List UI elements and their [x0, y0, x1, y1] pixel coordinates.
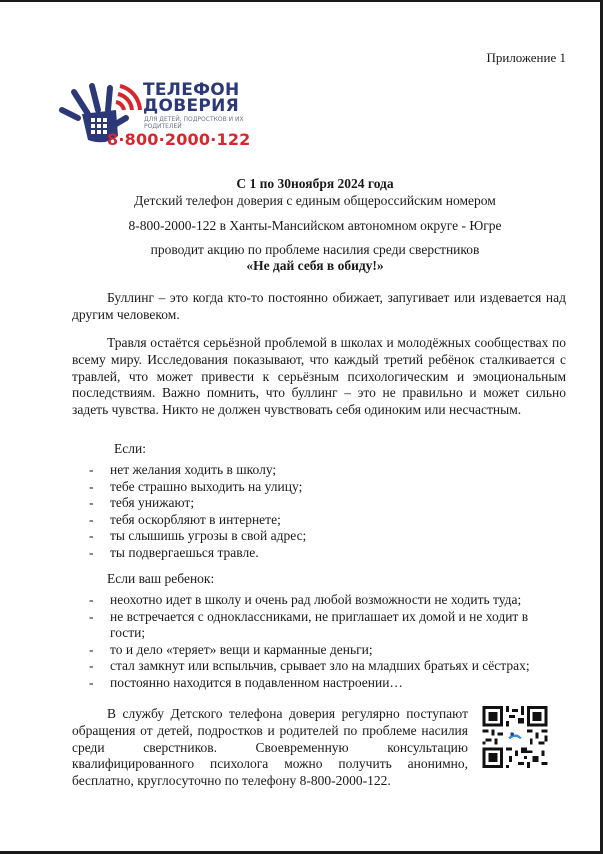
bullet-dash: -: [89, 641, 94, 657]
logo-phone-number: 8·800·2000·122: [107, 130, 251, 149]
list-item-text: постоянно находится в подавленном настроении…: [110, 674, 403, 690]
list-item-text: ты подвергаешься травле.: [110, 544, 259, 560]
bullet-dash: -: [89, 495, 94, 511]
logo-title-line2: ДОВЕРИЯ: [143, 96, 240, 116]
bullet-dash: -: [89, 478, 94, 494]
list-item: [72, 528, 562, 545]
list-item: [72, 609, 562, 642]
list-item-text: неохотно идет в школу и очень рад любой возможности не ходить туда;: [110, 592, 522, 607]
page-border-top: [0, 0, 603, 2]
bullying-problem-paragraph: Травля остаётся серьёзной проблемой в школах и молодёжных сообществах по всему миру. Исследования показывают, что каждый третий ребёнок сталкивается с травлей, что может привести к серьёзным психологическим и эмоциональным последствиям. Важно помнить, что буллинг – это не правильно и может сильно задеть чувства. Никто не должен чувствовать себя одиноким или несчастным.: [72, 335, 566, 418]
list-item-text: стал замкнут или вспыльчив, срывает зло на младших братьях и сёстрах;: [110, 658, 530, 674]
child-list-lead: Если ваш ребенок:: [107, 571, 215, 586]
list-item-text: тебе страшно выходить на улицу;: [110, 478, 303, 494]
list-item-text: ты слышишь угрозы в свой адрес;: [110, 528, 307, 544]
list-item: [72, 495, 562, 512]
bullet-dash: -: [89, 528, 94, 544]
if-list: [72, 462, 562, 562]
appendix-label: Приложение 1: [486, 50, 566, 65]
bullet-dash: -: [89, 592, 94, 607]
date-heading: С 1 по 30ноября 2024 года: [236, 176, 394, 191]
intro-line-3: проводит акцию по проблеме насилия среди сверстников: [150, 242, 480, 257]
bullet-dash: -: [89, 658, 94, 674]
intro-line-1: Детский телефон доверия с единым общероссийским номером: [134, 193, 496, 208]
bullet-dash: -: [89, 462, 94, 477]
list-item: [72, 479, 562, 496]
list-item: [72, 545, 562, 562]
campaign-title: «Не дай себя в обиду!»: [246, 258, 384, 273]
bullet-dash: -: [89, 544, 94, 560]
bullying-definition-paragraph: Буллинг – это когда кто-то постоянно обижает, запугивает или издевается над другим человеком.: [72, 290, 566, 322]
list-item: [72, 658, 562, 675]
list-item: [72, 512, 562, 529]
intro-line-2: 8-800-2000-122 в Ханты-Мансийском автономном округе - Югре: [128, 218, 502, 233]
list-item-text: не встречается с одноклассниками, не приглашает их домой и не ходит в гости;: [110, 608, 529, 641]
list-item-text: то и дело «теряет» вещи и карманные деньги;: [110, 641, 373, 657]
logo-subtitle: ДЛЯ ДЕТЕЙ, ПОДРОСТКОВ И ИХ РОДИТЕЛЕЙ: [144, 116, 244, 130]
list-item-text: тебя унижают;: [110, 495, 195, 511]
list-item: [72, 462, 562, 479]
list-item: [72, 642, 562, 659]
child-signs-list: [72, 592, 562, 692]
if-list-lead: Если:: [114, 441, 146, 456]
list-item: [72, 675, 562, 692]
closing-paragraph: В службу Детского телефона доверия регулярно поступают обращения от детей, подростков и родителей по проблеме насилия среди сверстников. Своевременную консультацию квалифицированного психолога можно получить анонимно, бесплатно, круглосуточно по телефону 8-800-2000-122.: [72, 706, 468, 789]
list-item: [72, 592, 562, 609]
bullet-dash: -: [89, 511, 94, 527]
logo-title-line1: ТЕЛЕФОН: [143, 80, 240, 100]
list-item-text: нет желания ходить в школу;: [110, 462, 277, 477]
bullet-dash: -: [89, 608, 94, 624]
bullet-dash: -: [89, 674, 94, 690]
qr-code-icon[interactable]: [482, 706, 548, 768]
helpline-logo: [58, 80, 251, 152]
list-item-text: тебя оскорбляют в интернете;: [110, 511, 281, 527]
